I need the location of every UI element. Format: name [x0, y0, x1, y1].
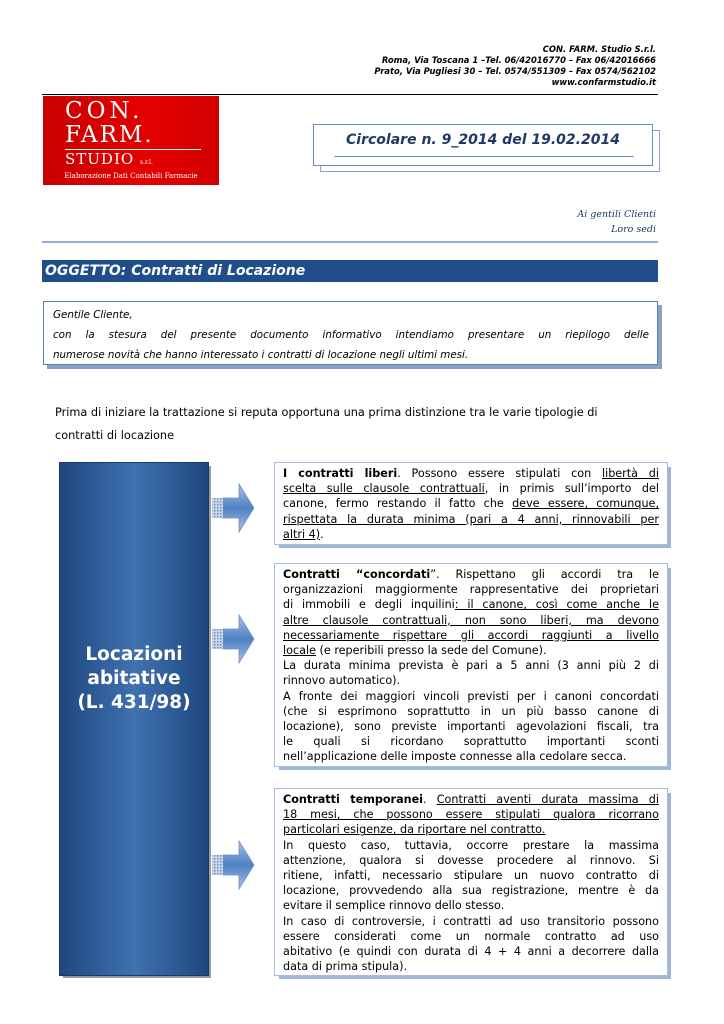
- temporanei-line-9: In caso di controversie, i contratti ad uso transitorio possono: [283, 914, 659, 928]
- concordati-line-11: locazione), sono previste importanti agevolazioni fiscali, tra: [283, 720, 659, 734]
- arrow-right-icon: [211, 837, 255, 893]
- liberi-line-2: scelta sulle clausole contrattuali, in primis sull’importo del: [283, 482, 659, 496]
- intro-paragraph: [55, 401, 645, 447]
- intro-greeting: Gentile Cliente,: [53, 309, 133, 321]
- liberi-line-5: altri 4).: [283, 527, 324, 541]
- concordati-line-13: nell’applicazione delle imposte connesse alla cedolare secca.: [283, 750, 627, 764]
- logo-tagline: Elaborazione Dati Contabili Farmacie: [64, 172, 198, 180]
- temporanei-line-3: particolari esigenze, da riportare nel contratto.: [283, 823, 546, 837]
- concordati-line-6: locale (e reperibili presso la sede del Comune).: [283, 644, 547, 658]
- concordati-line-7: La durata minima prevista è pari a 5 anni (3 anni più 2 di: [283, 659, 659, 673]
- liberi-line-4: rispettata la durata minima (pari a 4 anni, rinnovabili per: [283, 512, 659, 526]
- temporanei-line-6: ritiene, infatti, necessario stipulare un nuovo contratto di: [283, 869, 659, 883]
- temporanei-line-4: In questo caso, tuttavia, occorre prestare la massima: [283, 838, 659, 852]
- circolare-box: [313, 124, 653, 166]
- concordati-box: [274, 563, 668, 767]
- temporanei-line-7: locazione, provvedendo alla sua registrazione, mentre è da: [283, 884, 659, 898]
- locazioni-title: [60, 643, 208, 715]
- concordati-line-9: A fronte dei maggiori vincoli previsti per i canoni concordati: [283, 689, 659, 703]
- locazioni-line-2: abitative: [87, 668, 181, 689]
- letterhead-website[interactable]: www.confarmstudio.it: [551, 77, 656, 87]
- temporanei-line-11: abitativo (e quindi con durata di 4 + 4 anni a decorrere dalla: [283, 945, 659, 959]
- company-logo: [43, 96, 219, 185]
- intro-paragraph-line-1: Prima di iniziare la trattazione si reputa opportuna una prima distinzione tra le varie tipologie di: [55, 406, 598, 419]
- logo-line-studio: STUDIO s.r.l.: [65, 150, 153, 168]
- recipients: [577, 207, 656, 237]
- header-divider: [42, 94, 658, 95]
- letterhead-address-roma: Roma, Via Toscana 1 –Tel. 06/42016770 – Fax 06/42016666: [381, 55, 656, 65]
- letterhead-company: CON. FARM. Studio S.r.l.: [542, 44, 656, 54]
- concordati-line-12: le quali si ricordano soprattutto importanti sconti: [283, 735, 659, 749]
- concordati-line-5: necessariamente rispettare gli accordi raggiunti a livello: [283, 628, 659, 642]
- letterhead-address-prato: Prato, Via Pugliesi 30 – Tel. 0574/551309 – Fax 0574/562102: [374, 66, 656, 76]
- temporanei-line-10: essere considerati come un normale contratto ad uso: [283, 929, 659, 943]
- concordati-line-1: Contratti “concordati”. Rispettano gli accordi tra le: [283, 568, 659, 581]
- concordati-text: [283, 567, 659, 765]
- temporanei-line-2: 18 mesi, che possono essere stipulati qualora ricorrano: [283, 808, 659, 822]
- locazioni-line-1: Locazioni: [85, 644, 183, 665]
- intro-line-2: numerose novità che hanno interessato i contratti di locazione negli ultimi mesi.: [53, 349, 469, 361]
- subject-title: OGGETTO: Contratti di Locazione: [45, 263, 306, 279]
- temporanei-line-12: data di prima stipula).: [283, 960, 408, 974]
- locazioni-line-3: (L. 431/98): [77, 692, 191, 713]
- intro-paragraph-line-2: contratti di locazione: [55, 429, 175, 442]
- recipients-divider: [42, 241, 658, 243]
- arrow-right-icon: [211, 480, 255, 536]
- temporanei-line-1: Contratti temporanei. Contratti aventi durata massima di: [283, 793, 659, 806]
- subject-bar: [42, 260, 658, 282]
- temporanei-line-8: evitare il semplice rinnovo dello stesso.: [283, 899, 505, 913]
- arrow-right-icon: [211, 611, 255, 667]
- temporanei-text: [283, 792, 659, 974]
- concordati-line-8: rinnovo automatico).: [283, 674, 401, 688]
- concordati-line-2: organizzazioni maggiormente rappresentative dei proprietari: [283, 583, 659, 597]
- liberi-line-3: canone, fermo restando il fatto che deve essere, comunque,: [283, 497, 659, 511]
- recipients-line-2: Loro sedi: [611, 224, 656, 235]
- intro-line-1: con la stesura del presente documento informativo intendiamo presentare un riepilogo delle: [53, 329, 649, 341]
- recipients-line-1: Ai gentili Clienti: [577, 209, 656, 220]
- liberi-box: [274, 462, 668, 545]
- intro-box: [43, 301, 658, 365]
- liberi-line-1: I contratti liberi. Possono essere stipulati con libertà di: [283, 467, 660, 480]
- concordati-line-4: altre clausole contrattuali, non sono liberi, ma devono: [283, 613, 659, 627]
- liberi-text: [283, 466, 659, 542]
- temporanei-box: [274, 788, 668, 976]
- concordati-line-10: (che si esprimono soprattutto in un più basso canone di: [283, 704, 659, 718]
- logo-line-con: CON.: [65, 98, 144, 124]
- locazioni-box: [59, 462, 209, 976]
- logo-line-farm: FARM.: [65, 122, 154, 148]
- circolare-title: Circolare n. 9_2014 del 19.02.2014: [346, 132, 620, 148]
- circolare-underline: [334, 156, 634, 157]
- temporanei-line-5: attenzione, qualora si dovesse procedere al rinnovo. Si: [283, 853, 659, 867]
- concordati-line-3: di immobili e degli inquilini: il canone, così come anche le: [283, 598, 659, 612]
